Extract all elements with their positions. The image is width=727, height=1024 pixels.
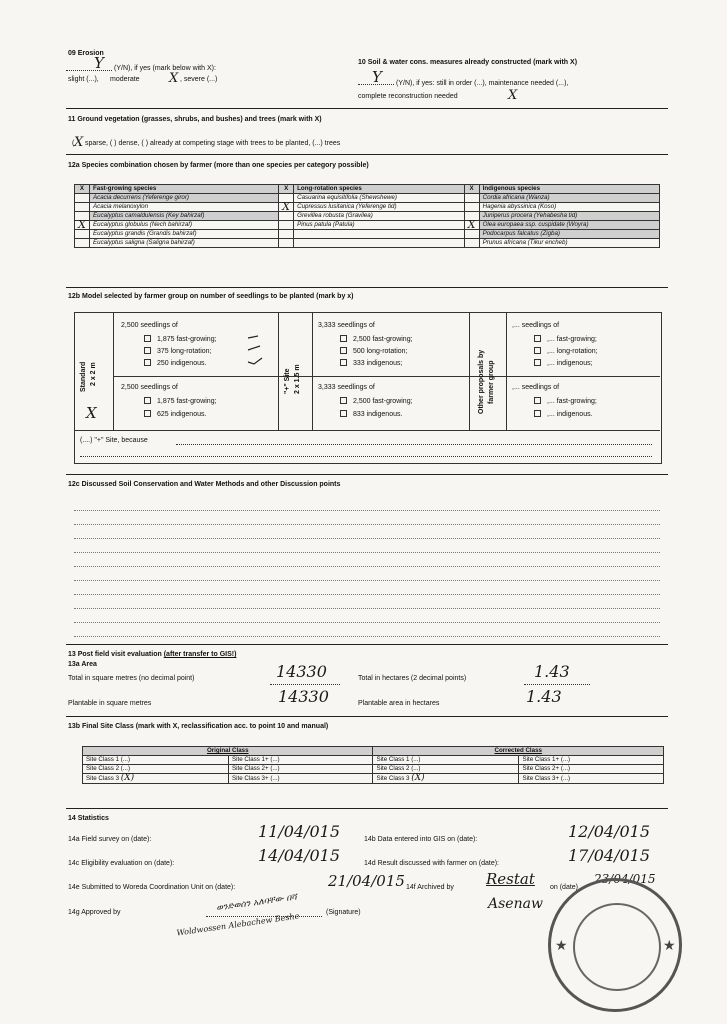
erosion-title: 09 Erosion (68, 50, 104, 57)
other-proposals-label: Other proposals by (478, 349, 485, 414)
erosion-severe: , severe (...) (180, 76, 218, 83)
vegetation-title: 11 Ground vegetation (grasses, shrubs, and bushes) and trees (mark with X) (68, 116, 322, 123)
form-page: 09 Erosion Y (Y/N), if yes (mark below with X): slight (...), moderate X , severe (...) 10 Soil & water cons. measures already constructed (mark with X) Y (Y/N), if yes: still in order (...), maintenance needed (...), complete reconstruction needed X 11 Ground vegetation (grasses, shrubs, and bushes) and trees (mark with X) ( X sparse, ( ) dense, ( ) already at competing stage with trees to be planted, (...) trees 12a Species combination chosen by farmer (more than one species per category possible) X Fast-growing species X Long-rotation species X Indigenous species Acacia decurrens (Yeferenge giror) Casuarina equisitifolia (Shewshewe) Cordia africana (Wanza) Acacia melanoxylon X Cupressus lusitanica (Yeferenge tid) Hagenia abyssinica (Koso) Eucalyptus camaldulensis (Key bahirzaf) Grevillea robusta (Gravilea) Juniperus procera (Yehabesha tid) X Eucalyptus globulus (Nech bahirzaf) Pinus patula (Patula) X Olea europaea ssp. cuspidate (Woyra) Eucalyptus grandis (Grandis bahirzaf) Podocarpus falcatus (Zigba) Eucalyptus saligna (Saligna bahirzaf) Prunus africana (Tikur encheb) 12b Model selected by farmer group on number of seedlings to be planted (mark by x) Standard 2 x 2 m X "+" Site 2 x 1.5 m Other proposals by farmer group 2,500 seedlings of 1,875 fast-growing; 375 long-rotation; 250 indigenous. 2,500 seedlings of 1,875 fast-growing; 625 indigenous. 3,333 seedlings of 2,500 fast-growing; 500 long-rotation; 333 indigenous; 3,333 seedlings of 2,500 fast-growing; 833 indigenous. ,... seedlings of ,... fast-growing; ,... long-rotation; ,... indigenous; ,... seedlings of ,... fast-growing; ,... indigenous. (....) "+" Site, because 12c Discussed Soil Conservation and Water Methods and other Discussion points 13 Post field visit evaluation (after transfer to GIS!) 13a Area Total in square metres (no decimal point) 14330 Total in hectares (2 decimal points) 1.43 Plantable in square metres 14330 Plantable area in hectares 1.43 13b Final Site Class (mark with X, reclassification acc. to point 10 and manual) Original Class Corrected Class Site Class 1 (...) Site Class 1+ (...) Site Class 1 (...) Site Class 1+ (...) Site Class 2 (...) Site Class 2+ (...) Site Class 2 (...) Site Class 2+ (...) Site Class 3 (X) Site Class 3+ (...) Site Class 3 (X) Site Class 3+ (...) 14 Statistics 14a Field survey on (date): 11/04/015 14b Data entered into GIS on (date): 12/04/015 14c Eligibility evaluation on (date): 14/04/015 14d Result discussed with farmer on (date): 17/04/015 14e Submitted to Woreda Coordination Unit on (date): 21/04/015 14f Archived by Restat on (date) 23/04/015 14g Approved by (Signature) ወንድወሰን አለባቸው በሻ Woldwossen Alebachew Beshe Asenaw (66, 40, 668, 930)
discussion-title: 12c Discussed Soil Conservation and Water Methods and other Discussion points (68, 481, 341, 488)
table-row: X Eucalyptus globulus (Nech bahirzaf) Pinus patula (Patula) X Olea europaea ssp. cuspidate (Woyra) (75, 221, 660, 230)
swc-title: 10 Soil & water cons. measures already constructed (mark with X) (358, 59, 578, 66)
table-row: Acacia melanoxylon X Cupressus lusitanica (Yeferenge tid) Hagenia abyssinica (Koso) (75, 203, 660, 212)
plus-site-because: (....) "+" Site, because (80, 437, 148, 444)
site-class-title: 13b Final Site Class (mark with X, reclassification acc. to point 10 and manual) (68, 723, 329, 730)
erosion-moderate-mark: X (169, 71, 179, 86)
discussed-date: 17/04/015 (568, 846, 651, 865)
submitted-date: 21/04/015 (328, 872, 405, 890)
gis-entry-date: 12/04/015 (568, 822, 651, 841)
archived-by: Restat (486, 870, 535, 888)
swc-complete: complete reconstruction needed (358, 93, 458, 100)
standard-label: Standard (80, 361, 87, 392)
species-title: 12a Species combination chosen by farmer (more than one species per category possible) (68, 162, 369, 169)
approver-name: Woldwossen Alebachew Beshe (175, 911, 300, 938)
species-table: X Fast-growing species X Long-rotation species X Indigenous species Acacia decurrens (Yeferenge giror) Casuarina equisitifolia (Shewshewe) Cordia africana (Wanza) Acacia melanoxylon X Cupressus lusitanica (Yeferenge tid) Hagenia abyssinica (Koso) Eucalyptus camaldulensis (Key bahirzaf) Grevillea robusta (Gravilea) Juniperus procera (Yehabesha tid) X Eucalyptus globulus (Nech bahirzaf) Pinus patula (Patula) X Olea europaea ssp. cuspidate (Woyra) Eucalyptus grandis (Grandis bahirzaf) Podocarpus falcatus (Zigba) Eucalyptus saligna (Saligna bahirzaf) Prunus africana (Tikur encheb) (74, 184, 660, 248)
total-sqm-value: 14330 (276, 662, 327, 681)
plant-sqm-value: 14330 (278, 687, 329, 706)
erosion-yn-mark: Y (94, 54, 104, 72)
handwritten-ticks (246, 332, 276, 372)
table-row: Site Class 1 (...) Site Class 1+ (...) Site Class 1 (...) Site Class 1+ (...) (83, 756, 664, 765)
table-row: Site Class 2 (...) Site Class 2+ (...) Site Class 2 (...) Site Class 2+ (...) (83, 765, 664, 774)
table-row: Eucalyptus saligna (Saligna bahirzaf) Prunus africana (Tikur encheb) (75, 239, 660, 248)
swc-yn-text: (Y/N), if yes: still in order (...), maintenance needed (...), (396, 80, 569, 87)
post-field-title: 13 Post field visit evaluation (68, 651, 162, 658)
erosion-slight: slight (...), (68, 76, 99, 83)
table-row: Site Class 3 (X) Site Class 3+ (...) Site Class 3 (X) Site Class 3+ (...) (83, 774, 664, 784)
site-class-table: Original Class Corrected Class Site Class 1 (...) Site Class 1+ (...) Site Class 1 (...) Site Class 1+ (...) Site Class 2 (...) Site Class 2+ (...) Site Class 2 (...) Site Class 2+ (...) Site Class 3 (X) Site Class 3+ (...) Site Class 3 (X) Site Class 3+ (...) (82, 746, 664, 784)
plant-ha-value: 1.43 (526, 687, 562, 706)
standard-mark: X (86, 404, 97, 422)
eligibility-date: 14/04/015 (258, 846, 341, 865)
approver-signature: Asenaw (488, 896, 543, 912)
archived-date: 23/04/015 (594, 872, 656, 886)
official-stamp: ★ ★ (548, 878, 682, 1012)
table-row: Eucalyptus camaldulensis (Key bahirzaf) Grevillea robusta (Gravilea) Juniperus procera (Yehabesha tid) (75, 212, 660, 221)
erosion-moderate: moderate (110, 76, 140, 83)
table-row: Eucalyptus grandis (Grandis bahirzaf) Podocarpus falcatus (Zigba) (75, 230, 660, 239)
vegetation-options: sparse, ( ) dense, ( ) already at competing stage with trees to be planted, (...) trees (85, 140, 341, 147)
plus-site-label: "+" Site (284, 368, 291, 394)
vegetation-sparse-mark: X (74, 135, 84, 150)
swc-complete-mark: X (508, 88, 518, 103)
table-row: Acacia decurrens (Yeferenge giror) Casuarina equisitifolia (Shewshewe) Cordia africana (Wanza) (75, 194, 660, 203)
swc-yn-mark: Y (372, 68, 382, 86)
total-ha-value: 1.43 (534, 662, 570, 681)
statistics-title: 14 Statistics (68, 815, 109, 822)
erosion-yn-text: (Y/N), if yes (mark below with X): (114, 65, 216, 72)
field-survey-date: 11/04/015 (258, 822, 341, 841)
model-title: 12b Model selected by farmer group on number of seedlings to be planted (mark by x) (68, 293, 354, 300)
approver-amharic: ወንድወሰን አለባቸው በሻ (215, 892, 298, 914)
